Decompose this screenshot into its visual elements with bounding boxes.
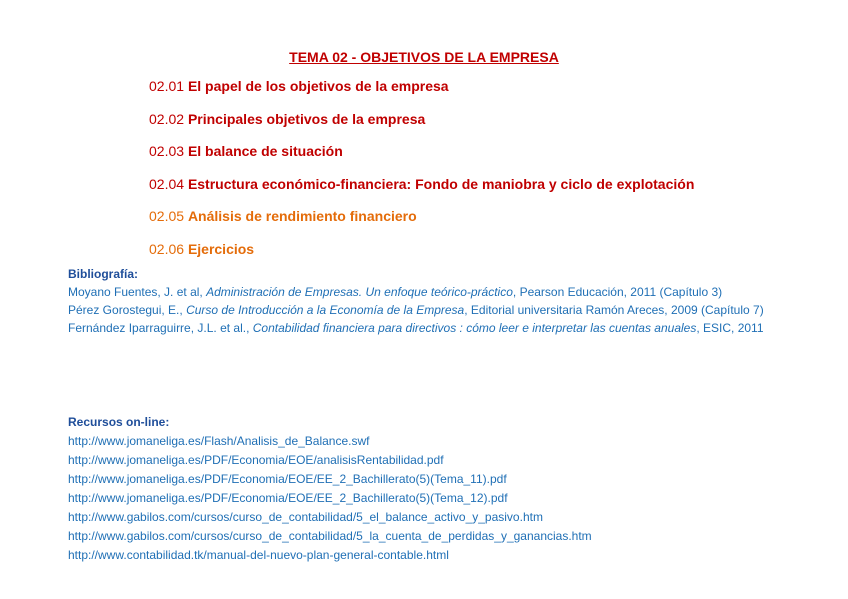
entry-title: Contabilidad financiera para directivos : cómo leer e interpretar las cuentas anuales [252, 321, 697, 335]
resource-link[interactable]: http://www.jomaneliga.es/PDF/Economia/EOE/EE_2_Bachillerato(5)(Tema_12).pdf [68, 491, 508, 505]
bibliography-entry [68, 283, 768, 301]
topic-text: El papel de los objetivos de la empresa [187, 78, 449, 94]
topic-item [149, 141, 694, 174]
entry-authors: Moyano Fuentes, J. et al, [68, 285, 207, 299]
entry-title: Administración de Empresas. Un enfoque teórico-práctico [206, 285, 513, 299]
bibliography-entry [68, 301, 768, 319]
topic-number: 02.05 [149, 208, 185, 225]
resource-link[interactable]: http://www.jomaneliga.es/PDF/Economia/EOE/analisisRentabilidad.pdf [68, 453, 444, 467]
resource-link[interactable]: http://www.jomaneliga.es/PDF/Economia/EOE/EE_2_Bachillerato(5)(Tema_11).pdf [68, 472, 507, 486]
topic-item [149, 109, 694, 142]
entry-authors: Fernández Iparraguirre, J.L. et al., [68, 321, 253, 335]
topic-number: 02.02 [149, 110, 185, 127]
entry-publisher: , Pearson Educación, 2011 (Capítulo 3) [512, 285, 723, 299]
resource-link[interactable]: http://www.gabilos.com/cursos/curso_de_contabilidad/5_la_cuenta_de_perdidas_y_ganancias.htm [68, 529, 592, 543]
topic-text: Ejercicios [187, 240, 255, 257]
topic-number: 02.04 [149, 175, 185, 192]
topic-number: 02.06 [149, 240, 185, 257]
online-resources [68, 413, 788, 565]
bibliography-entry [68, 319, 768, 337]
topic-text: Principales objetivos de la empresa [187, 110, 426, 127]
topic-number: 02.01 [149, 78, 185, 94]
topic-item [149, 76, 694, 109]
topic-number: 02.03 [149, 143, 185, 160]
bibliography [68, 265, 768, 337]
entry-publisher: , ESIC, 2011 [696, 321, 764, 335]
topic-item [149, 174, 694, 207]
bibliography-heading: Bibliografía: [68, 267, 139, 281]
entry-authors: Pérez Gorostegui, E., [68, 303, 187, 317]
resource-link[interactable]: http://www.contabilidad.tk/manual-del-nuevo-plan-general-contable.html [68, 548, 449, 562]
topic-list [149, 76, 694, 272]
topic-text: Análisis de rendimiento financiero [187, 208, 417, 225]
resource-link[interactable]: http://www.jomaneliga.es/Flash/Analisis_de_Balance.swf [68, 434, 370, 448]
entry-publisher: , Editorial universitaria Ramón Areces, 2009 (Capítulo 7) [464, 303, 764, 317]
resources-heading: Recursos on-line: [68, 415, 170, 429]
page-title: TEMA 02 - OBJETIVOS DE LA EMPRESA [289, 49, 559, 65]
entry-title: Curso de Introducción a la Economía de la Empresa [186, 303, 465, 317]
resource-link[interactable]: http://www.gabilos.com/cursos/curso_de_contabilidad/5_el_balance_activo_y_pasivo.htm [68, 510, 543, 524]
topic-text: Estructura económico-financiera: Fondo de maniobra y ciclo de explotación [187, 175, 695, 192]
topic-text: El balance de situación [187, 143, 343, 160]
topic-item [149, 206, 694, 239]
